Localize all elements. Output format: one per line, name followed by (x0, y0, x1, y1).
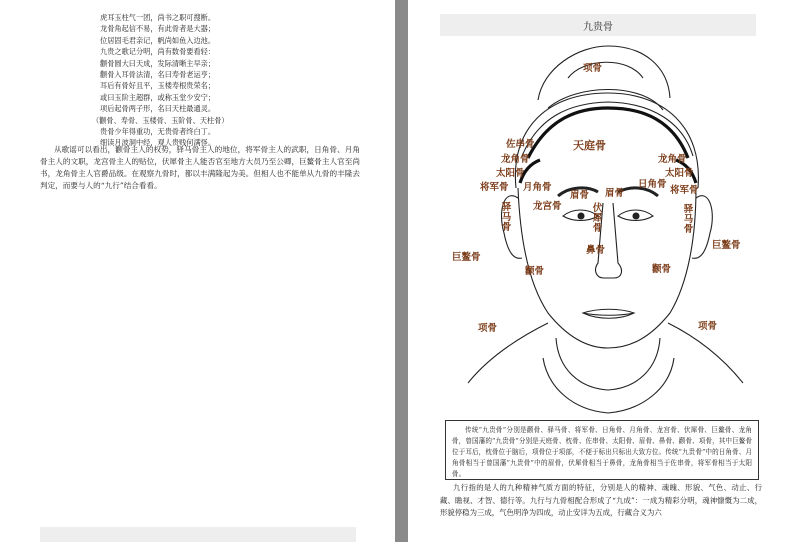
poem-line: 项后起骨两子形，名曰天柱最通灵。 (100, 104, 216, 114)
poem-line: 虎耳玉柱气一团，尚书之职可搜断。 (100, 13, 216, 22)
right-page (408, 0, 797, 542)
label-rijiao-bone: 日角骨 (638, 179, 667, 190)
face-illustration (448, 38, 758, 418)
body-paragraph: 九行指的是人的九种精神气质方面的特征，分别是人的精神、魂魄、形貌、气色、动止、行藏、瞻视、才智、德行等。九行与九骨相配合形成了“九成”：一成为精彩分明，魂神慷慨为二成，形貌停稳为三成，气色明净为四成，动止安详为五成，行藏合义为六 (440, 483, 762, 517)
label-top-bone: 项骨 (583, 63, 603, 74)
body-paragraph: 从歌谣可以看出，颧骨主人的权势，驿马骨主人的地位，将军骨主人的武职，日角骨、月角骨主人的文职，龙宫骨主人的贴位，伏犀骨主人能否官至地方大员乃至公卿，巨鳌骨主人官至尚书，龙角骨主人官爵品级。在观察九骨时，都以丰满隆起为美。但相人也不能单从九骨的丰隆去判定，而要与人的“九行”结合看看。 (40, 145, 360, 190)
poem-line: （颧骨、寿骨、玉楼骨、玉阶骨、天柱骨） (92, 115, 229, 125)
label-tianting-bone: 天庭骨 (573, 139, 606, 152)
label-yuejiao-bone: 月角骨 (523, 182, 552, 193)
label-taiyang-right: 太阳骨 (665, 168, 694, 179)
poem-line: 细读月波洞中经，观人贵贱何满怪。 (100, 138, 216, 148)
label-longjiao-left: 龙角骨 (501, 154, 530, 165)
poem-line: 或曰玉阶主超群，或称玉堂少安宁； (100, 92, 216, 102)
label-longgong-bone: 龙宫骨 (533, 201, 562, 212)
figure-caption: 传统“九贵骨”分别是颧骨、驿马骨、将军骨、日角骨、月角骨、龙宫骨、伏犀骨、巨鳌骨、龙角骨，曾国藩的“九贵骨”分别是天庭骨、枕骨、佐串骨、太阳骨、眉骨、鼻骨、颧骨、项骨，其中巨鳌骨位于耳后，枕骨位于脑后，项骨位于项部，不便于标出只标出大致方位。传统“九贵骨”中的日角骨、月角骨相当于曾国藩“九贵骨”中的眉骨，伏犀骨相当于鼻骨，龙角骨相当于佐串骨，将军骨相当于太阳骨。 (445, 420, 759, 480)
poem-line: 颧骨入耳骨法清，名曰寿骨老运亨； (100, 70, 216, 80)
label-jvao-left: 巨鳌骨 (452, 252, 481, 263)
poem-line: 龙骨角起信不易，有此骨者是大器； (100, 24, 216, 34)
label-fuxi-bone: 伏犀骨 (592, 203, 603, 234)
label-jiangjun-left: 将军骨 (480, 182, 509, 193)
label-xiang-right: 项骨 (698, 321, 718, 332)
label-quan-left: 颧骨 (525, 266, 545, 277)
footer-bar (40, 527, 356, 542)
poem-line: 位居固毛君亲记，帆尚如鱼入边池。 (100, 35, 216, 45)
poem (92, 12, 330, 149)
label-longjiao-right: 龙角骨 (658, 154, 687, 165)
poem-line: 颧骨圆大曰天成，发际清晰主早亲； (100, 58, 216, 68)
label-mei-left: 眉骨 (570, 190, 590, 201)
label-zuochuan-bone: 佐串骨 (506, 139, 535, 150)
page-gutter (395, 0, 408, 542)
poem-line: 耳后有骨好且平，玉楼寿根贵荣名； (100, 81, 216, 91)
label-jvao-right: 巨鳌骨 (712, 240, 741, 251)
label-yima-left: 驿马骨 (501, 202, 512, 233)
label-taiyang-left: 太阳骨 (496, 168, 525, 179)
poem-line: 九贵之歌记分明，尚有数骨要看轻： (100, 47, 216, 57)
label-mei-right: 眉骨 (605, 188, 625, 199)
label-yima-right: 驿马骨 (683, 204, 694, 235)
poem-line: 贵骨少年得重功，无贵骨者终白丁。 (100, 127, 216, 137)
figure-title: 九贵骨 (440, 14, 756, 36)
left-page (0, 0, 395, 542)
label-jiangjun-right: 将军骨 (670, 185, 699, 196)
label-bi-bone: 鼻骨 (586, 245, 606, 256)
label-quan-right: 颧骨 (652, 264, 672, 275)
label-xiang-left: 项骨 (478, 323, 498, 334)
